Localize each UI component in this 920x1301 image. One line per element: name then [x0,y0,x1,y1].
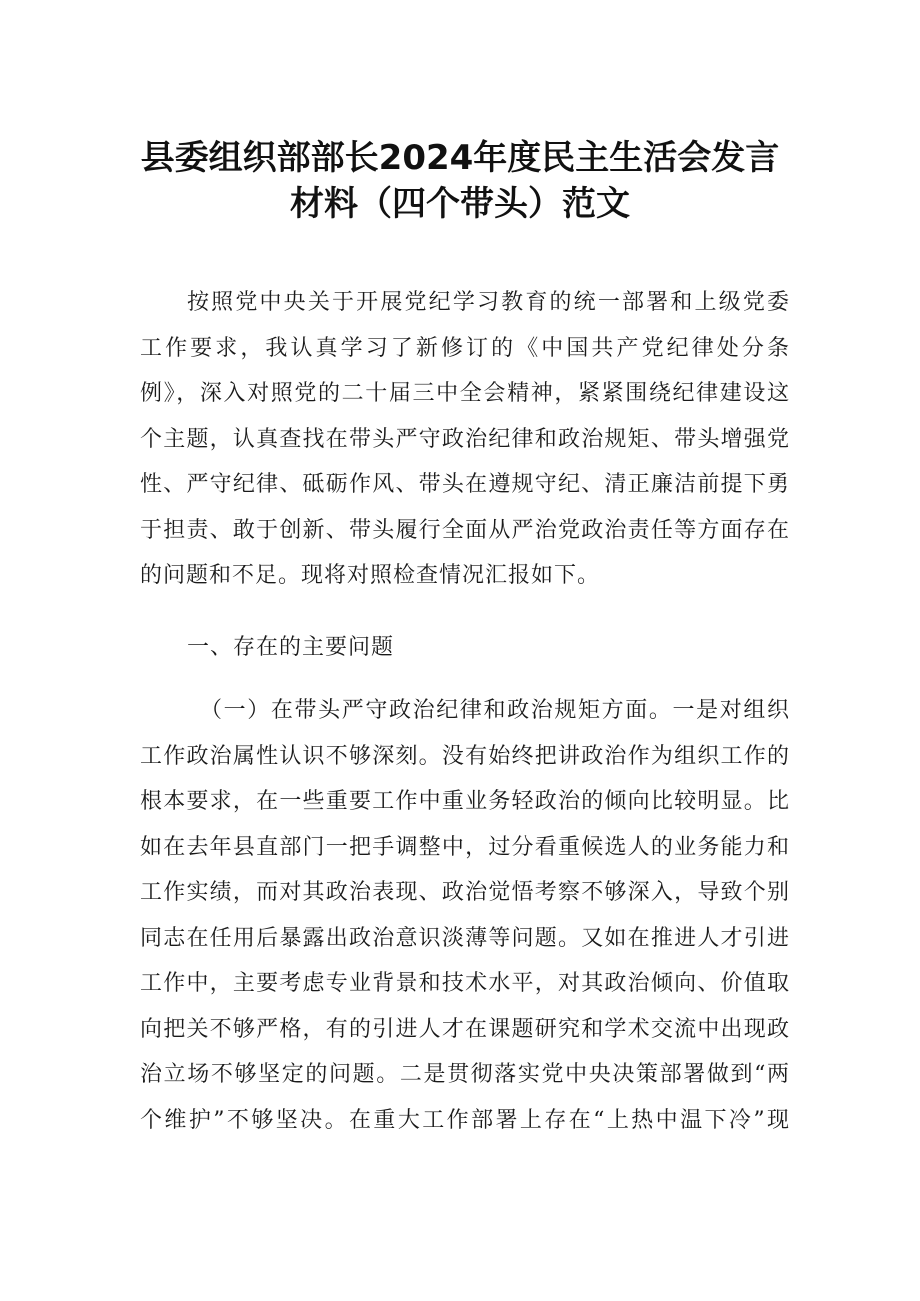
paragraph-line: 根本要求，在一些重要工作中重业务轻政治的倾向比较明显。比 [140,789,790,814]
document-title-line-2: 材料（四个带头）范文 [290,184,630,224]
section-heading: 一、存在的主要问题 [187,635,395,660]
paragraph-line: 同志在任用后暴露出政治意识淡薄等问题。又如在推进人才引进 [140,925,790,951]
paragraph-line: 例》，深入对照党的二十届三中全会精神，紧紧围绕纪律建设这 [140,381,790,406]
paragraph-line: 工作中，主要考虑专业背景和技术水平，对其政治倾向、价值取 [140,971,790,996]
paragraph-line: 工作要求，我认真学习了新修订的《中国共产党纪律处分条 [140,335,790,361]
paragraph-line: 个主题，认真查找在带头严守政治纪律和政治规矩、带头增强党 [140,426,790,452]
paragraph-line: 的问题和不足。现将对照检查情况汇报如下。 [140,563,601,588]
paragraph-line: 向把关不够严格，有的引进人才在课题研究和学术交流中出现政 [140,1016,790,1042]
paragraph-line: 个维护”不够坚决。在重大工作部署上存在“上热中温下冷”现 [140,1107,790,1133]
paragraph-line: （一）在带头严守政治纪律和政治规矩方面。一是对组织 [200,698,790,723]
paragraph-line: 如在去年县直部门一把手调整中，过分看重候选人的业务能力和 [140,834,790,860]
paragraph-line: 按照党中央关于开展党纪学习教育的统一部署和上级党委 [187,290,790,315]
subsection-paragraph [140,688,790,1143]
paragraph-line: 工作政治属性认识不够深刻。没有始终把讲政治作为组织工作的 [140,743,790,769]
paragraph-line: 工作实绩，而对其政治表现、政治觉悟考察不够深入，导致个别 [140,880,790,905]
paragraph-line: 性、严守纪律、砥砺作风、带头在遵规守纪、清正廉洁前提下勇 [140,472,790,497]
paragraph-line: 治立场不够坚定的问题。二是贯彻落实党中央决策部署做到“两 [140,1062,790,1087]
paragraph-line: 于担责、敢于创新、带头履行全面从严治党政治责任等方面存在 [140,517,790,543]
intro-paragraph [140,280,790,599]
document-title-line-1: 县委组织部部长2024年度民主生活会发言 [140,138,780,178]
